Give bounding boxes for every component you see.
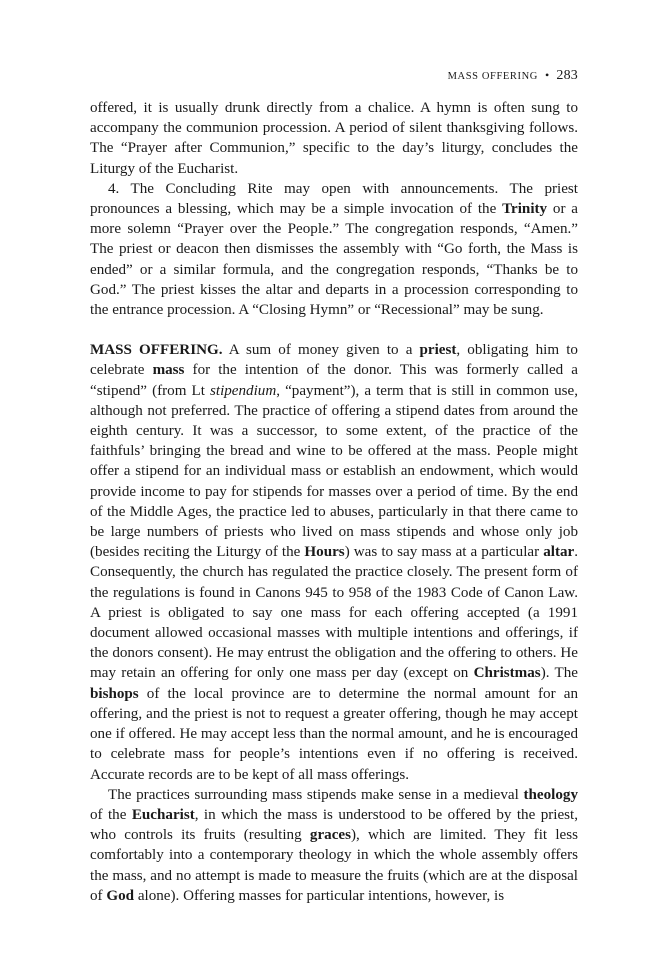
running-head [448, 68, 578, 84]
paragraph-gap [90, 320, 578, 340]
text-run: offered, it is usually drunk directly from a chalice. A hymn is often sung to accompany the communion procession. A period of silent thanksgiving follows. The “Prayer after Communion,” specific to the day’s liturgy, concludes the Liturgy of the Eucharist. [90, 100, 578, 177]
running-head-title: MASS OFFERING [447, 71, 538, 82]
paragraph [90, 340, 578, 784]
text-run: , obligating him to celebrate [90, 342, 578, 379]
text-run: of the local province are to determine the normal amount for an offering, and the priest is not to request a greater offering, though he may accept one if offered. He may accept less than the normal amount, and he is encouraged to celebrate mass for people’s intentions even if no offering is received. Accurate records are to be kept of all mass offerings. [90, 685, 578, 783]
page-number: 283 [556, 68, 578, 83]
bold-term: graces [309, 827, 351, 844]
bold-term: altar [543, 544, 575, 561]
text-run: A sum of money given to a [222, 342, 420, 359]
text-run: ). The [540, 665, 578, 682]
bold-term: MASS OFFERING. [90, 342, 223, 359]
bold-term: bishops [90, 685, 139, 702]
text-run: The practices surrounding mass stipends make sense in a medieval [108, 786, 524, 803]
bold-term: Trinity [502, 201, 548, 218]
bullet-icon: • [544, 68, 550, 82]
paragraph [90, 98, 578, 179]
text-run: of the [90, 806, 132, 823]
text-run: 4. The Concluding Rite may open with announcements. The priest pronounces a blessing, which may be a simple invocation of the [90, 180, 578, 218]
bold-term: Eucharist [131, 806, 195, 823]
paragraph [90, 785, 578, 906]
text-run: alone). Offering masses for particular intentions, however, is [134, 887, 505, 904]
bold-term: God [106, 887, 135, 904]
text-run: , “payment”), a term that is still in common use, although not preferred. The practice of offering a stipend dates from around the eighth century. It was a successor, to some extent, of the practice of the faithfuls’ bringing the bread and wine to be offered at the mass. People might offer a stipend for an individual mass or establish an endowment, which would provide income to pay for stipends for masses over a period of time. By the end of the Middle Ages, the practice led to abuses, particularly in that there came to be large numbers of priests who lived on mass stipends and whose only job (besides reciting the Liturgy of the [90, 382, 578, 561]
text-run: or a more solemn “Prayer over the People.” The congregation responds, “Amen.” The priest or deacon then dismisses the assembly with “Go forth, the Mass is ended” or a similar formula, and the congregation responds, “Thanks be to God.” The priest kisses the altar and departs in a procession corresponding to the entrance procession. A “Closing Hymn” or “Recessional” may be sung. [90, 201, 578, 319]
bold-term: priest [419, 342, 457, 359]
text-run: , in which the mass is understood to be offered by the priest, who controls its fruits (resulting [90, 806, 579, 844]
text-run: for the intention of the donor. This was formerly called a “stipend” (from Lt [90, 362, 578, 399]
text-run: . Consequently, the church has regulated the practice closely. The present form of the regulations is found in Canons 945 to 958 of the 1983 Code of Canon Law. A priest is obligated to say one mass for each offering accepted (a 1991 document allowed occasional masses with multiple intentions and offerings, if the donors consent). He may entrust the obligation and the offering to others. He may retain an offering for only one mass per day (except on [90, 544, 578, 682]
bold-term: Christmas [473, 665, 541, 682]
body-text [90, 98, 578, 906]
paragraph [90, 179, 578, 320]
bold-term: Hours [304, 544, 345, 561]
text-run: ), which are limited. They fit less comfortably into a contemporary theology in which the whole assembly offers the mass, and no attempt is made to measure the fruits (which are at the disposal of [90, 827, 578, 904]
bold-term: theology [523, 786, 578, 803]
text-run: ) was to say mass at a particular [344, 544, 544, 561]
bold-term: mass [152, 362, 185, 379]
italic-term: stipendium [210, 382, 277, 399]
